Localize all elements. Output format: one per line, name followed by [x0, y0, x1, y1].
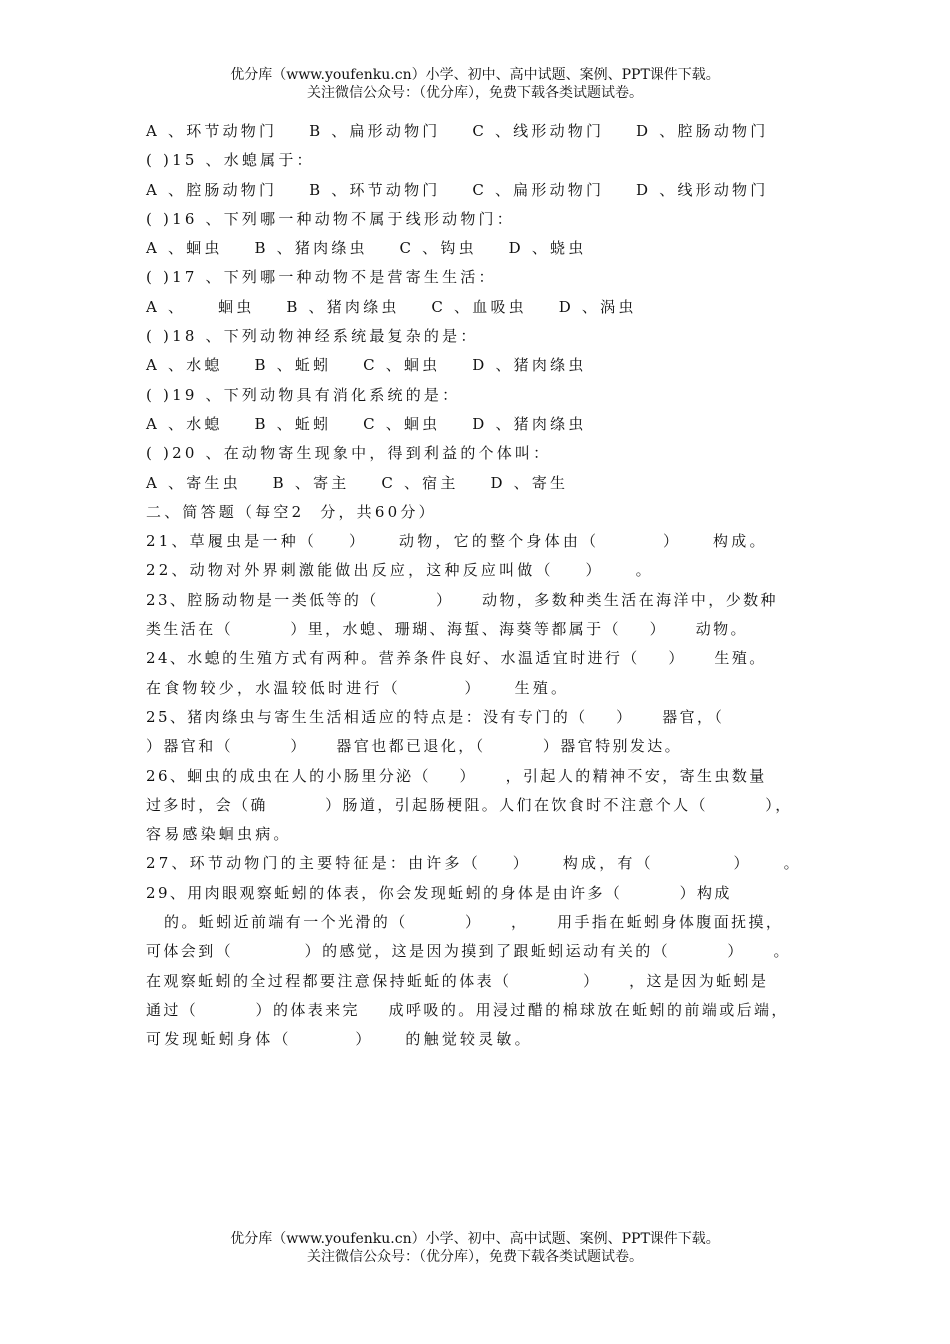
footer-line-2: 关注微信公众号：（优分库），免费下载各类试题试卷。 [307, 1249, 643, 1265]
page-header [0, 66, 950, 102]
q29-text-line-2: 的。蚯蚓近前端有一个光滑的（ ） ， 用手指在蚯蚓身体腹面抚摸， [164, 913, 784, 932]
page-footer [0, 1230, 950, 1266]
q16-options: A 、蛔虫 B 、猪肉绦虫 C 、钩虫 D 、蛲虫 [146, 239, 587, 258]
q18-options: A 、水螅 B 、蚯蚓 C 、蛔虫 D 、猪肉绦虫 [146, 356, 587, 375]
q18-stem: ( )18 、下列动物神经系统最复杂的是： [146, 327, 479, 346]
section-heading: 二、简答题（每空2 分，共60分） [146, 502, 437, 521]
q29-text-line-1: 29、用肉眼观察蚯蚓的体表，你会发现蚯蚓的身体是由许多（ ）构成 [146, 883, 732, 902]
q21-text: 21、草履虫是一种（ ） 动物，它的整个身体由（ ） 构成。 [146, 532, 768, 551]
q15-options: A 、腔肠动物门 B 、环节动物门 C 、扁形动物门 D 、线形动物门 [146, 180, 769, 199]
q29-text-line-4: 在观察蚯蚓的全过程都要注意保持蚯蚯的体表（ ） ，这是因为蚯蚓是 [146, 971, 769, 990]
exam-content [146, 117, 826, 1055]
q17-options: A 、 蛔虫 B 、猪肉绦虫 C 、血吸虫 D 、涡虫 [146, 297, 637, 316]
q24-text-line-2: 在食物较少，水温较低时进行（ ） 生殖。 [146, 678, 570, 697]
q20-options: A 、寄生虫 B 、寄主 C 、宿主 D 、寄生 [146, 473, 569, 492]
q26-text-line-2: 过多时，会（确 ）肠道，引起肠梗阻。人们在饮食时不注意个人（ ）， [146, 795, 793, 814]
q15-stem: ( )15 、水螅属于： [146, 151, 315, 170]
q23-text-line-2: 类生活在（ ）里，水螅、珊瑚、海蜇、海葵等都属于（ ） 动物。 [146, 620, 748, 639]
q23-text-line-1: 23、腔肠动物是一类低等的（ ） 动物，多数种类生活在海洋中，少数种 [146, 590, 778, 609]
q19-stem: ( )19 、下列动物具有消化系统的是： [146, 385, 461, 404]
q25-text-line-1: 25、猪肉绦虫与寄生生活相适应的特点是：没有专门的（ ） 器官，（ [146, 707, 725, 726]
q20-stem: ( )20 、在动物寄生现象中，得到利益的个体叫： [146, 444, 552, 463]
header-line-2: 关注微信公众号：（优分库），免费下载各类试题试卷。 [307, 85, 643, 101]
q29-text-line-5: 通过（ ）的体表来完 成呼吸的。用浸过醋的棉球放在蚯蚓的前端或后端， [146, 1000, 789, 1019]
q29-text-line-6: 可发现蚯蚓身体（ ） 的触觉较灵敏。 [146, 1030, 533, 1049]
q17-stem: ( )17 、下列哪一种动物不是营寄生生活： [146, 268, 497, 287]
q24-text-line-1: 24、水螅的生殖方式有两种。营养条件良好、水温适宜时进行（ ） 生殖。 [146, 649, 767, 668]
q29-text-line-3: 可体会到（ ）的感觉，这是因为摸到了跟蚯蚓运动有关的（ ） 。 [146, 942, 791, 961]
q26-text-line-3: 容易感染蛔虫病。 [146, 825, 292, 844]
q16-stem: ( )16 、下列哪一种动物不属于线形动物门： [146, 209, 515, 228]
q26-text-line-1: 26、蛔虫的成虫在人的小肠里分泌（ ） ，引起人的精神不安，寄生虫数量 [146, 766, 767, 785]
q22-text: 22、动物对外界刺激能做出反应，这种反应叫做（ ） 。 [146, 561, 654, 580]
q27-text: 27、环节动物门的主要特征是：由许多（ ） 构成，有（ ） 。 [146, 854, 802, 873]
q25-text-line-2: ）器官和（ ） 器官也都已退化，（ ）器官特别发达。 [146, 737, 683, 756]
header-line-1: 优分库（www.youfenku.cn）小学、初中、高中试题、案例、PPT课件下载。 [230, 67, 720, 83]
footer-line-1: 优分库（www.youfenku.cn）小学、初中、高中试题、案例、PPT课件下载。 [230, 1231, 720, 1247]
q14-options: A 、环节动物门 B 、扁形动物门 C 、线形动物门 D 、腔肠动物门 [146, 122, 769, 140]
q19-options: A 、水螅 B 、蚯蚓 C 、蛔虫 D 、猪肉绦虫 [146, 414, 587, 433]
